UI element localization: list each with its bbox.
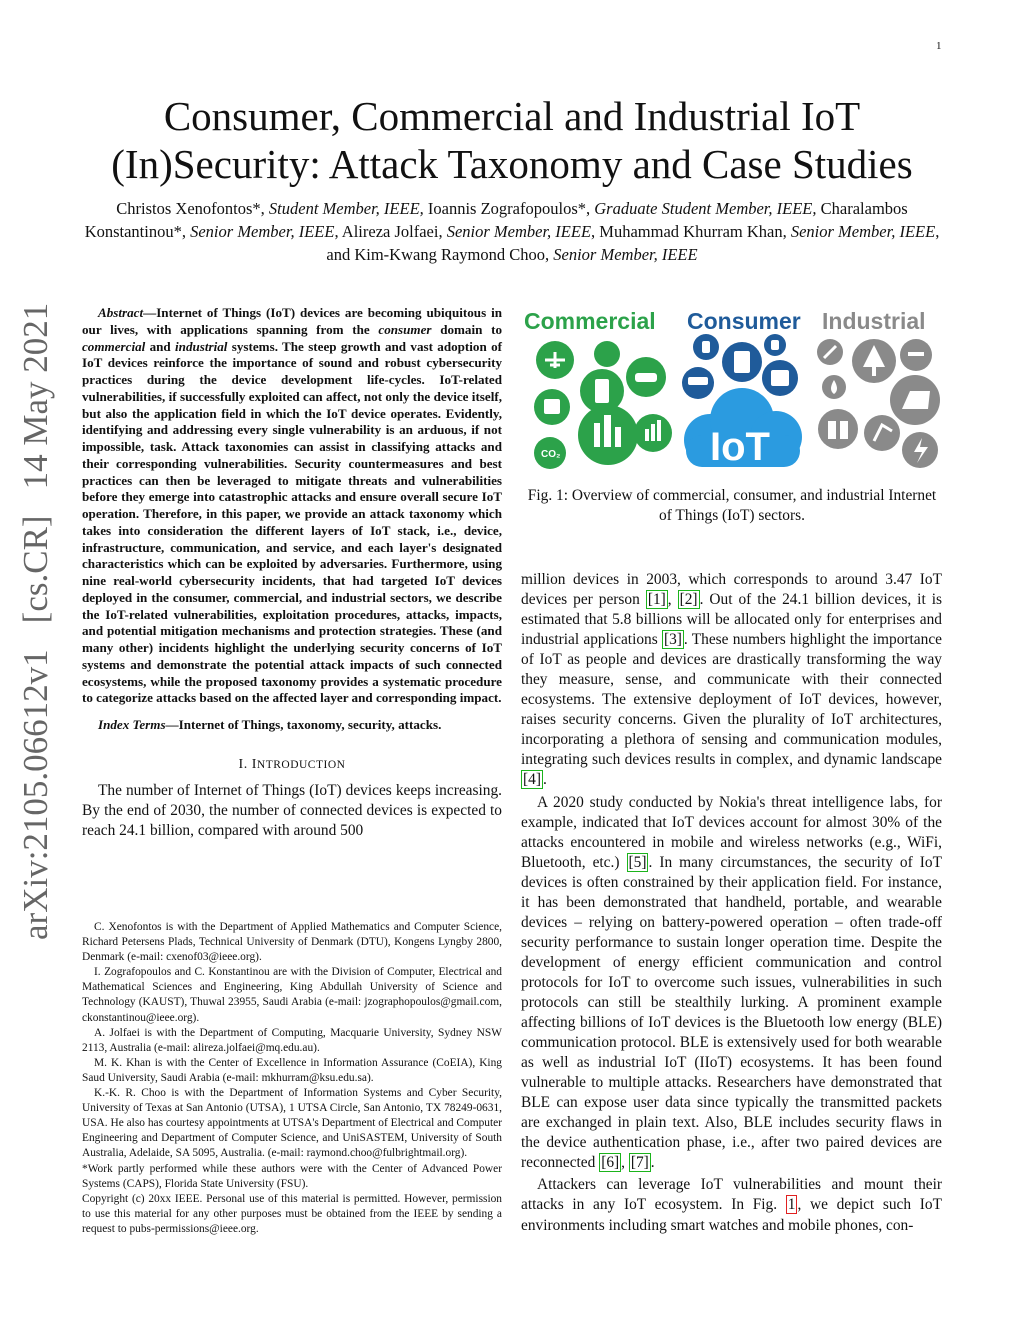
bar-glyph bbox=[645, 429, 649, 441]
figure-label-industrial: Industrial bbox=[822, 308, 926, 334]
footnote-copyright: Copyright (c) 20xx IEEE. Personal use of this material is permitted. However, permission to use this material for any other purposes must be obtained from the IEEE by sending a request to pubs-permissions@ieee.org. bbox=[82, 1192, 502, 1235]
abstract bbox=[82, 305, 502, 707]
commercial-icon-circle bbox=[594, 341, 620, 367]
footnote-affiliation: I. Zografopoulos and C. Konstantinou are with the Division of Computer, Electrical and Mathematical Sciences and Engineering, King Abdullah University of Science and Technology (KAUST), Thuwal 23955, Saudi Arabia (e-mail: jzographopoulos@gmail.com, ckonstantinou@ieee.org). bbox=[82, 966, 502, 1024]
paper-title: Consumer, Commercial and Industrial IoT (In)Security: Attack Taxonomy and Case Studies bbox=[111, 93, 913, 187]
figure-label-commercial: Commercial bbox=[524, 308, 656, 334]
bar-glyph bbox=[657, 420, 661, 441]
tree-trunk-glyph bbox=[872, 367, 876, 376]
figure-label-consumer: Consumer bbox=[687, 308, 801, 334]
co2-glyph: CO₂ bbox=[541, 449, 561, 460]
index-terms bbox=[82, 716, 502, 733]
intro-paragraph: The number of Internet of Things (IoT) devices keeps increasing. By the end of 2030, the number of connected devices is expected to reach 24.1 billion, compared with around 500 bbox=[82, 782, 502, 839]
abstract-text: —Internet of Things (IoT) devices are becoming ubiquitous in our lives, with applications spanning from the consumer domain to commercial and industrial systems. The steep growth and vast adoption of IoT devices reinforce the importance of sound and robust cybersecurity practices during the device development life-cycles. IoT-related vulnerabilities, if successfully exploited can affect, not only the device itself, but also the application field in which the IoT device operates. Evidently, identifying and addressing every single vulnerability is an arduous, if not impossible, task. Attack taxonomies can assist in classifying attacks and their corresponding vulnerabilities. Security countermeasures and best practices can then be leveraged to mitigate threats and vulnerabilities before they emerge into catastrophic attacks and ensure overall secure IoT operation. Therefore, in this paper, we provide an attack taxonomy which takes into consideration the different layers of IoT stack, i.e., device, infrastructure, communication, and service, and each layer's designated characteristics which can be exploited by adversaries. Furthermore, using nine real-world cybersecurity incidents, that had targeted IoT devices deployed in the consumer, commercial, and industrial sectors, we describe the IoT-related vulnerabilities, exploitation procedures, attacks, impacts, and potential mitigation mechanisms and protection strategies. These (and many other) incidents highlight the underlying security concerns of IoT systems and demonstrate the potential attack impacts of such connected ecosystems, while the proposed taxonomy provides a systematic procedure to categorize attacks based on the affected layer and corresponding impact. bbox=[82, 305, 502, 706]
arxiv-date: 14 May 2021 bbox=[16, 302, 55, 490]
abstract-label: Abstract bbox=[98, 305, 144, 320]
right-column bbox=[521, 570, 942, 1236]
nuclear-plant-icon bbox=[818, 409, 858, 449]
author-list: Christos Xenofontos*, Student Member, IEEE, Ioannis Zografopoulos*, Graduate Student Member, IEEE, Charalambos Konstantinou*, Senior Member, IEEE, Alireza Jolfaei, Senior Member, IEEE, Muhammad Khurram Khan, Senior Member, IEEE, and Kim-Kwang Raymond Choo, Senior Member, IEEE bbox=[84, 199, 940, 264]
index-terms-text: —Internet of Things, taxonomy, security, attacks. bbox=[165, 717, 442, 732]
footnote-affiliation: K.-K. R. Choo is with the Department of Information Systems and Cyber Security, University of Texas at San Antonio (UTSA), 1 UTSA Circle, San Antonio, TX 78249-0631, USA. He also has courtesy appointments at UTSA's Department of Electrical and Computer Engineering and Department of Computer Science, and UniSASTEM, University of South Australia, Adelaide, SA 5095, Australia. (e-mail: raymond.choo@fulbrightmail.org). bbox=[82, 1087, 502, 1160]
body-paragraph: million devices in 2003, which corresponds to around 3.47 IoT devices per person [1] , [2] . Out of the 24.1 billion devices, it is estimated that 5.8 billions will be allocated only for enterprises and industrial applications [3] . These numbers highlight the importance of IoT as people and devices are drastically transforming the way they measure, sense, and communicate with their connected ecosystems. The extensive deployment of IoT devices, however, raises security concerns. Given the plurality of IoT architectures, incorporating a plethora of sensing and communication modules, integrating such devices results in complex, and dynamic landscape [4] . bbox=[521, 571, 943, 789]
figure-caption: Fig. 1: Overview of commercial, consumer, and industrial Internet of Things (IoT) sectors. bbox=[527, 487, 937, 524]
section-first-letter: I bbox=[251, 757, 257, 772]
watch-glyph bbox=[702, 341, 710, 353]
tower-glyph bbox=[840, 421, 848, 439]
ac-glyph bbox=[688, 377, 708, 385]
speaker-glyph bbox=[771, 340, 779, 350]
bar-glyph bbox=[651, 424, 655, 441]
pos-glyph bbox=[595, 379, 609, 403]
iot-label: IoT bbox=[710, 425, 770, 469]
figure-iot-sectors bbox=[520, 305, 944, 480]
left-column bbox=[82, 305, 502, 841]
arxiv-id: arXiv:2105.06612v1 bbox=[16, 649, 55, 940]
car-glyph bbox=[635, 373, 657, 382]
footnote-affiliation: A. Jolfaei is with the Department of Computing, Macquarie University, Sydney NSW 2113, Australia (e-mail: alireza.jolfaei@mq.edu.au). bbox=[82, 1026, 502, 1054]
building-glyph bbox=[594, 423, 600, 447]
robot-arm-icon bbox=[864, 415, 900, 451]
footnote-work-note: *Work partly performed while these authors were with the Center of Advanced Power Systems (CAPS), Florida State University (FSU). bbox=[82, 1162, 502, 1190]
tower-glyph bbox=[828, 421, 836, 439]
footnote-affiliation: C. Xenofontos is with the Department of Applied Mathematics and Computer Science, Richard Petersens Plads, Technical University of Denmark (DTU), Kongens Lyngby 2800, Denmark (e-mail: cxenof03@ieee.org). bbox=[82, 921, 502, 964]
pump-glyph bbox=[908, 352, 924, 356]
body-paragraph: Attackers can leverage IoT vulnerabilities and mount their attacks in any IoT ecosystem. In Fig. 1 , we depict such IoT environments including smart watches and mobile phones, con- bbox=[521, 1176, 942, 1234]
section-number: I. bbox=[238, 757, 248, 772]
section-heading-introduction bbox=[82, 757, 502, 773]
page-number: 1 bbox=[936, 40, 942, 52]
bus-glyph bbox=[544, 399, 560, 414]
section-title-rest: NTRODUCTION bbox=[256, 759, 346, 771]
arxiv-identifier bbox=[14, 302, 58, 940]
body-paragraph: A 2020 study conducted by Nokia's threat intelligence labs, for example, indicated that IoT devices account for almost 30% of the attacks encountered in mobile and wireless networks (e.g., WiFi, Bluetooth, etc.) [5] . In many circumstances, the security of IoT devices is often constrained by their application field. For instance, it has been demonstrated that handheld, portable, and wearable devices – relying on battery-powered operation – often trade-off security performance to sustain longer operation time. Despite the development of energy efficient communication and control protocols for IoT to overcome such issues, vulnerabilities in such protocols can still be stealthily lurking. A prominent example affecting billions of IoT devices is the Bluetooth low energy (BLE) communication protocol. BLE is extensively used for both wearable as well as industrial IoT (IIoT) ecosystems. It has been found vulnerable to multiple attacks. Researchers have demonstrated that BLE can expose user data since typically the transmitted packets are exchanged in plain text. Also, BLE includes security flaws in the device authentication phase, i.e., after two paired devices are reconnected [6] , [7] . bbox=[521, 793, 942, 1172]
footnotes bbox=[82, 920, 502, 1237]
building-glyph bbox=[615, 427, 621, 447]
building-glyph bbox=[604, 415, 611, 447]
index-terms-label: Index Terms bbox=[98, 717, 166, 732]
arxiv-category: [cs.CR] bbox=[16, 515, 55, 624]
phone-glyph bbox=[734, 351, 750, 373]
footnote-affiliation: M. K. Khan is with the Center of Excellence in Information Assurance (CoEIA), King Saud University, Saudi Arabia (e-mail: mkhurram@ksu.edu.sa). bbox=[82, 1056, 502, 1084]
tablet-glyph bbox=[771, 370, 789, 386]
